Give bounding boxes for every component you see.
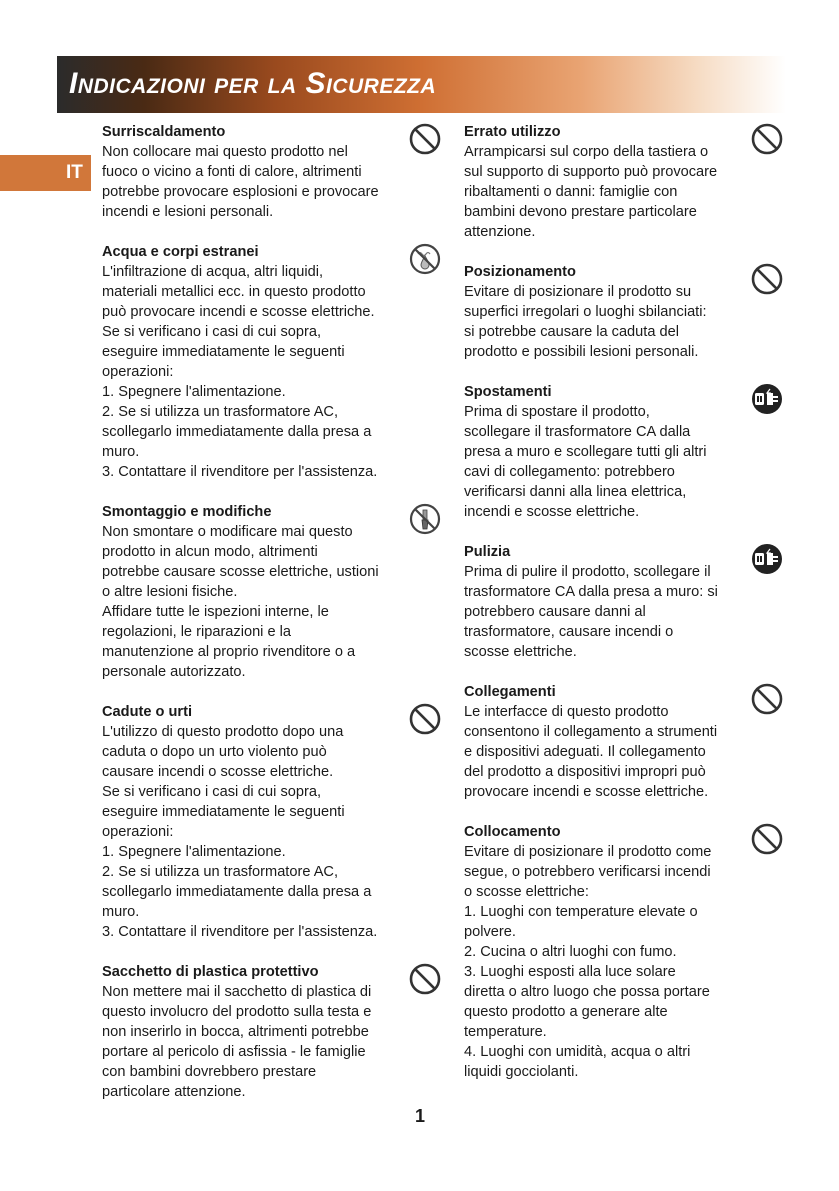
section-acqua-e-corpi-estranei (102, 242, 410, 482)
section-text-line: e dispositivi adeguati. Il collegamento (464, 744, 706, 760)
section-text-line: L'utilizzo di questo prodotto dopo una (102, 724, 344, 740)
unplug-icon (750, 542, 784, 576)
section-text-line: personale autorizzato. (102, 664, 246, 680)
section-text-line: operazioni: (102, 364, 174, 380)
section-surriscaldamento (102, 122, 410, 222)
section-collocamento (464, 822, 748, 1082)
section-text-line: scollegarlo immediatamente dalla presa a (102, 884, 372, 900)
section-text-line: regolazioni, le riparazioni e la (102, 624, 292, 640)
section-title: Sacchetto di plastica protettivo (102, 964, 319, 980)
section-spostamenti (464, 382, 748, 522)
section-text-line: scollegarlo immediatamente dalla presa a (102, 424, 372, 440)
section-cadute-o-urti (102, 702, 410, 942)
section-text-line: o scosse elettriche: (464, 884, 589, 900)
section-title: Pulizia (464, 544, 511, 560)
section-text-line: prodotto e possibili lesioni personali. (464, 344, 699, 360)
section-text-line: liquidi gocciolanti. (464, 1064, 579, 1080)
section-sacchetto-di-plastica-protettivo (102, 962, 410, 1102)
section-text-line: può provocare incendi e scosse elettriche. (102, 304, 375, 320)
section-text-line: scosse elettriche. (464, 644, 577, 660)
section-text-line: 1. Luoghi con temperature elevate o (464, 904, 698, 920)
section-text-line: causare incendi o scosse elettriche. (102, 764, 334, 780)
section-title: Posizionamento (464, 264, 576, 280)
section-text-line: 4. Luoghi con umidità, acqua o altri (464, 1044, 691, 1060)
section-text-line: si potrebbe causare la caduta del (464, 324, 679, 340)
section-text-line: Non smontare o modificare mai questo (102, 524, 353, 540)
section-text-line: 3. Contattare il rivenditore per l'assistenza. (102, 924, 378, 940)
section-errato-utilizzo (464, 122, 748, 242)
section-text-line: muro. (102, 444, 140, 460)
section-text-line: polvere. (464, 924, 516, 940)
section-posizionamento (464, 262, 748, 362)
section-text-line: superfici irregolari o luoghi sbilanciati: (464, 304, 707, 320)
section-title: Collocamento (464, 824, 561, 840)
section-text-line: eseguire immediatamente le seguenti (102, 804, 345, 820)
section-title: Smontaggio e modifiche (102, 504, 272, 520)
section-pulizia (464, 542, 748, 662)
prohibition-icon (750, 262, 784, 296)
prohibition-icon (408, 702, 442, 736)
prohibition-icon (750, 822, 784, 856)
header-banner (57, 56, 786, 113)
section-text-line: del prodotto a dispositivi impropri può (464, 764, 706, 780)
section-title: Spostamenti (464, 384, 552, 400)
language-tab: IT (0, 155, 91, 191)
section-text-line: o altre lesioni fisiche. (102, 584, 238, 600)
section-text-line: presa a muro e scollegare tutti gli altri (464, 444, 707, 460)
section-text-line: L'infiltrazione di acqua, altri liquidi, (102, 264, 324, 280)
section-text-line: operazioni: (102, 824, 174, 840)
section-title: Acqua e corpi estranei (102, 244, 259, 260)
no-water-icon (408, 242, 442, 276)
section-text-line: portare al pericolo di asfissia - le famiglie (102, 1044, 366, 1060)
section-text-line: segue, o potrebbero verificarsi incendi (464, 864, 711, 880)
section-text-line: 2. Se si utilizza un trasformatore AC, (102, 864, 339, 880)
section-collegamenti (464, 682, 748, 802)
section-text-line: caduta o dopo un urto violento può (102, 744, 327, 760)
prohibition-icon (408, 962, 442, 996)
section-text-line: materiali metallici ecc. in questo prodotto (102, 284, 366, 300)
section-text-line: Non mettere mai il sacchetto di plastica di (102, 984, 372, 1000)
section-text-line: verificarsi danni alla linea elettrica, (464, 484, 687, 500)
section-text-line: scollegare il trasformatore CA dalla (464, 424, 691, 440)
section-title: Collegamenti (464, 684, 556, 700)
section-text-line: Se si verificano i casi di cui sopra, (102, 784, 321, 800)
section-text-line: 2. Cucina o altri luoghi con fumo. (464, 944, 677, 960)
left-column (102, 122, 410, 1122)
section-text-line: trasformatore CA dalla presa a muro: si (464, 584, 718, 600)
prohibition-icon (408, 122, 442, 156)
section-text-line: Se si verificano i casi di cui sopra, (102, 324, 321, 340)
section-text-line: 2. Se si utilizza un trasformatore AC, (102, 404, 339, 420)
section-text-line: 3. Contattare il rivenditore per l'assistenza. (102, 464, 378, 480)
section-text-line: potrebbe provocare esplosioni e provocare (102, 184, 379, 200)
section-text-line: fuoco o vicino a fonti di calore, altrimenti (102, 164, 362, 180)
page-title: Indicazioni per la Sicurezza (69, 67, 437, 100)
section-text-line: questo involucro del prodotto sulla testa e (102, 1004, 372, 1020)
section-text-line: questo prodotto a generare alte (464, 1004, 668, 1020)
section-text-line: prodotto in alcun modo, altrimenti (102, 544, 318, 560)
section-text-line: potrebbero causare danni al (464, 604, 646, 620)
section-text-line: attenzione. (464, 224, 536, 240)
page-number: 1 (414, 1106, 425, 1126)
section-text-line: 1. Spegnere l'alimentazione. (102, 844, 286, 860)
no-disassembly-icon (408, 502, 442, 536)
section-text-line: ribaltamenti o danni: famiglie con (464, 184, 678, 200)
section-text-line: Prima di spostare il prodotto, (464, 404, 650, 420)
section-text-line: non inserirlo in bocca, altrimenti potrebbe (102, 1024, 369, 1040)
section-text-line: temperature. (464, 1024, 547, 1040)
section-text-line: sul supporto di supporto può provocare (464, 164, 718, 180)
section-text-line: Prima di pulire il prodotto, scollegare il (464, 564, 711, 580)
section-text-line: bambini devono prestare particolare (464, 204, 697, 220)
section-title: Surriscaldamento (102, 124, 226, 140)
section-smontaggio-e-modifiche (102, 502, 410, 682)
section-title: Errato utilizzo (464, 124, 561, 140)
section-text-line: 1. Spegnere l'alimentazione. (102, 384, 286, 400)
section-text-line: diretta o altro luogo che possa portare (464, 984, 710, 1000)
section-text-line: eseguire immediatamente le seguenti (102, 344, 345, 360)
section-text-line: Arrampicarsi sul corpo della tastiera o (464, 144, 709, 160)
section-text-line: trasformatore, causare incendi o (464, 624, 674, 640)
section-text-line: Le interfacce di questo prodotto (464, 704, 669, 720)
section-text-line: Evitare di posizionare il prodotto come (464, 844, 712, 860)
section-text-line: muro. (102, 904, 140, 920)
section-title: Cadute o urti (102, 704, 192, 720)
section-text-line: incendi e scosse elettriche. (464, 504, 640, 520)
right-column (464, 122, 748, 1102)
section-text-line: particolare attenzione. (102, 1084, 246, 1100)
section-text-line: cavi di collegamento: potrebbero (464, 464, 675, 480)
section-text-line: potrebbe causare scosse elettriche, ustioni (102, 564, 379, 580)
section-text-line: 3. Luoghi esposti alla luce solare (464, 964, 676, 980)
prohibition-icon (750, 122, 784, 156)
unplug-icon (750, 382, 784, 416)
section-text-line: Non collocare mai questo prodotto nel (102, 144, 348, 160)
section-text-line: Evitare di posizionare il prodotto su (464, 284, 692, 300)
section-text-line: consentono il collegamento a strumenti (464, 724, 718, 740)
section-text-line: incendi e lesioni personali. (102, 204, 274, 220)
section-text-line: manutenzione al proprio rivenditore o a (102, 644, 356, 660)
prohibition-icon (750, 682, 784, 716)
section-text-line: con bambini dovrebbero prestare (102, 1064, 317, 1080)
section-text-line: Affidare tutte le ispezioni interne, le (102, 604, 329, 620)
section-text-line: provocare incendi e scosse elettriche. (464, 784, 709, 800)
